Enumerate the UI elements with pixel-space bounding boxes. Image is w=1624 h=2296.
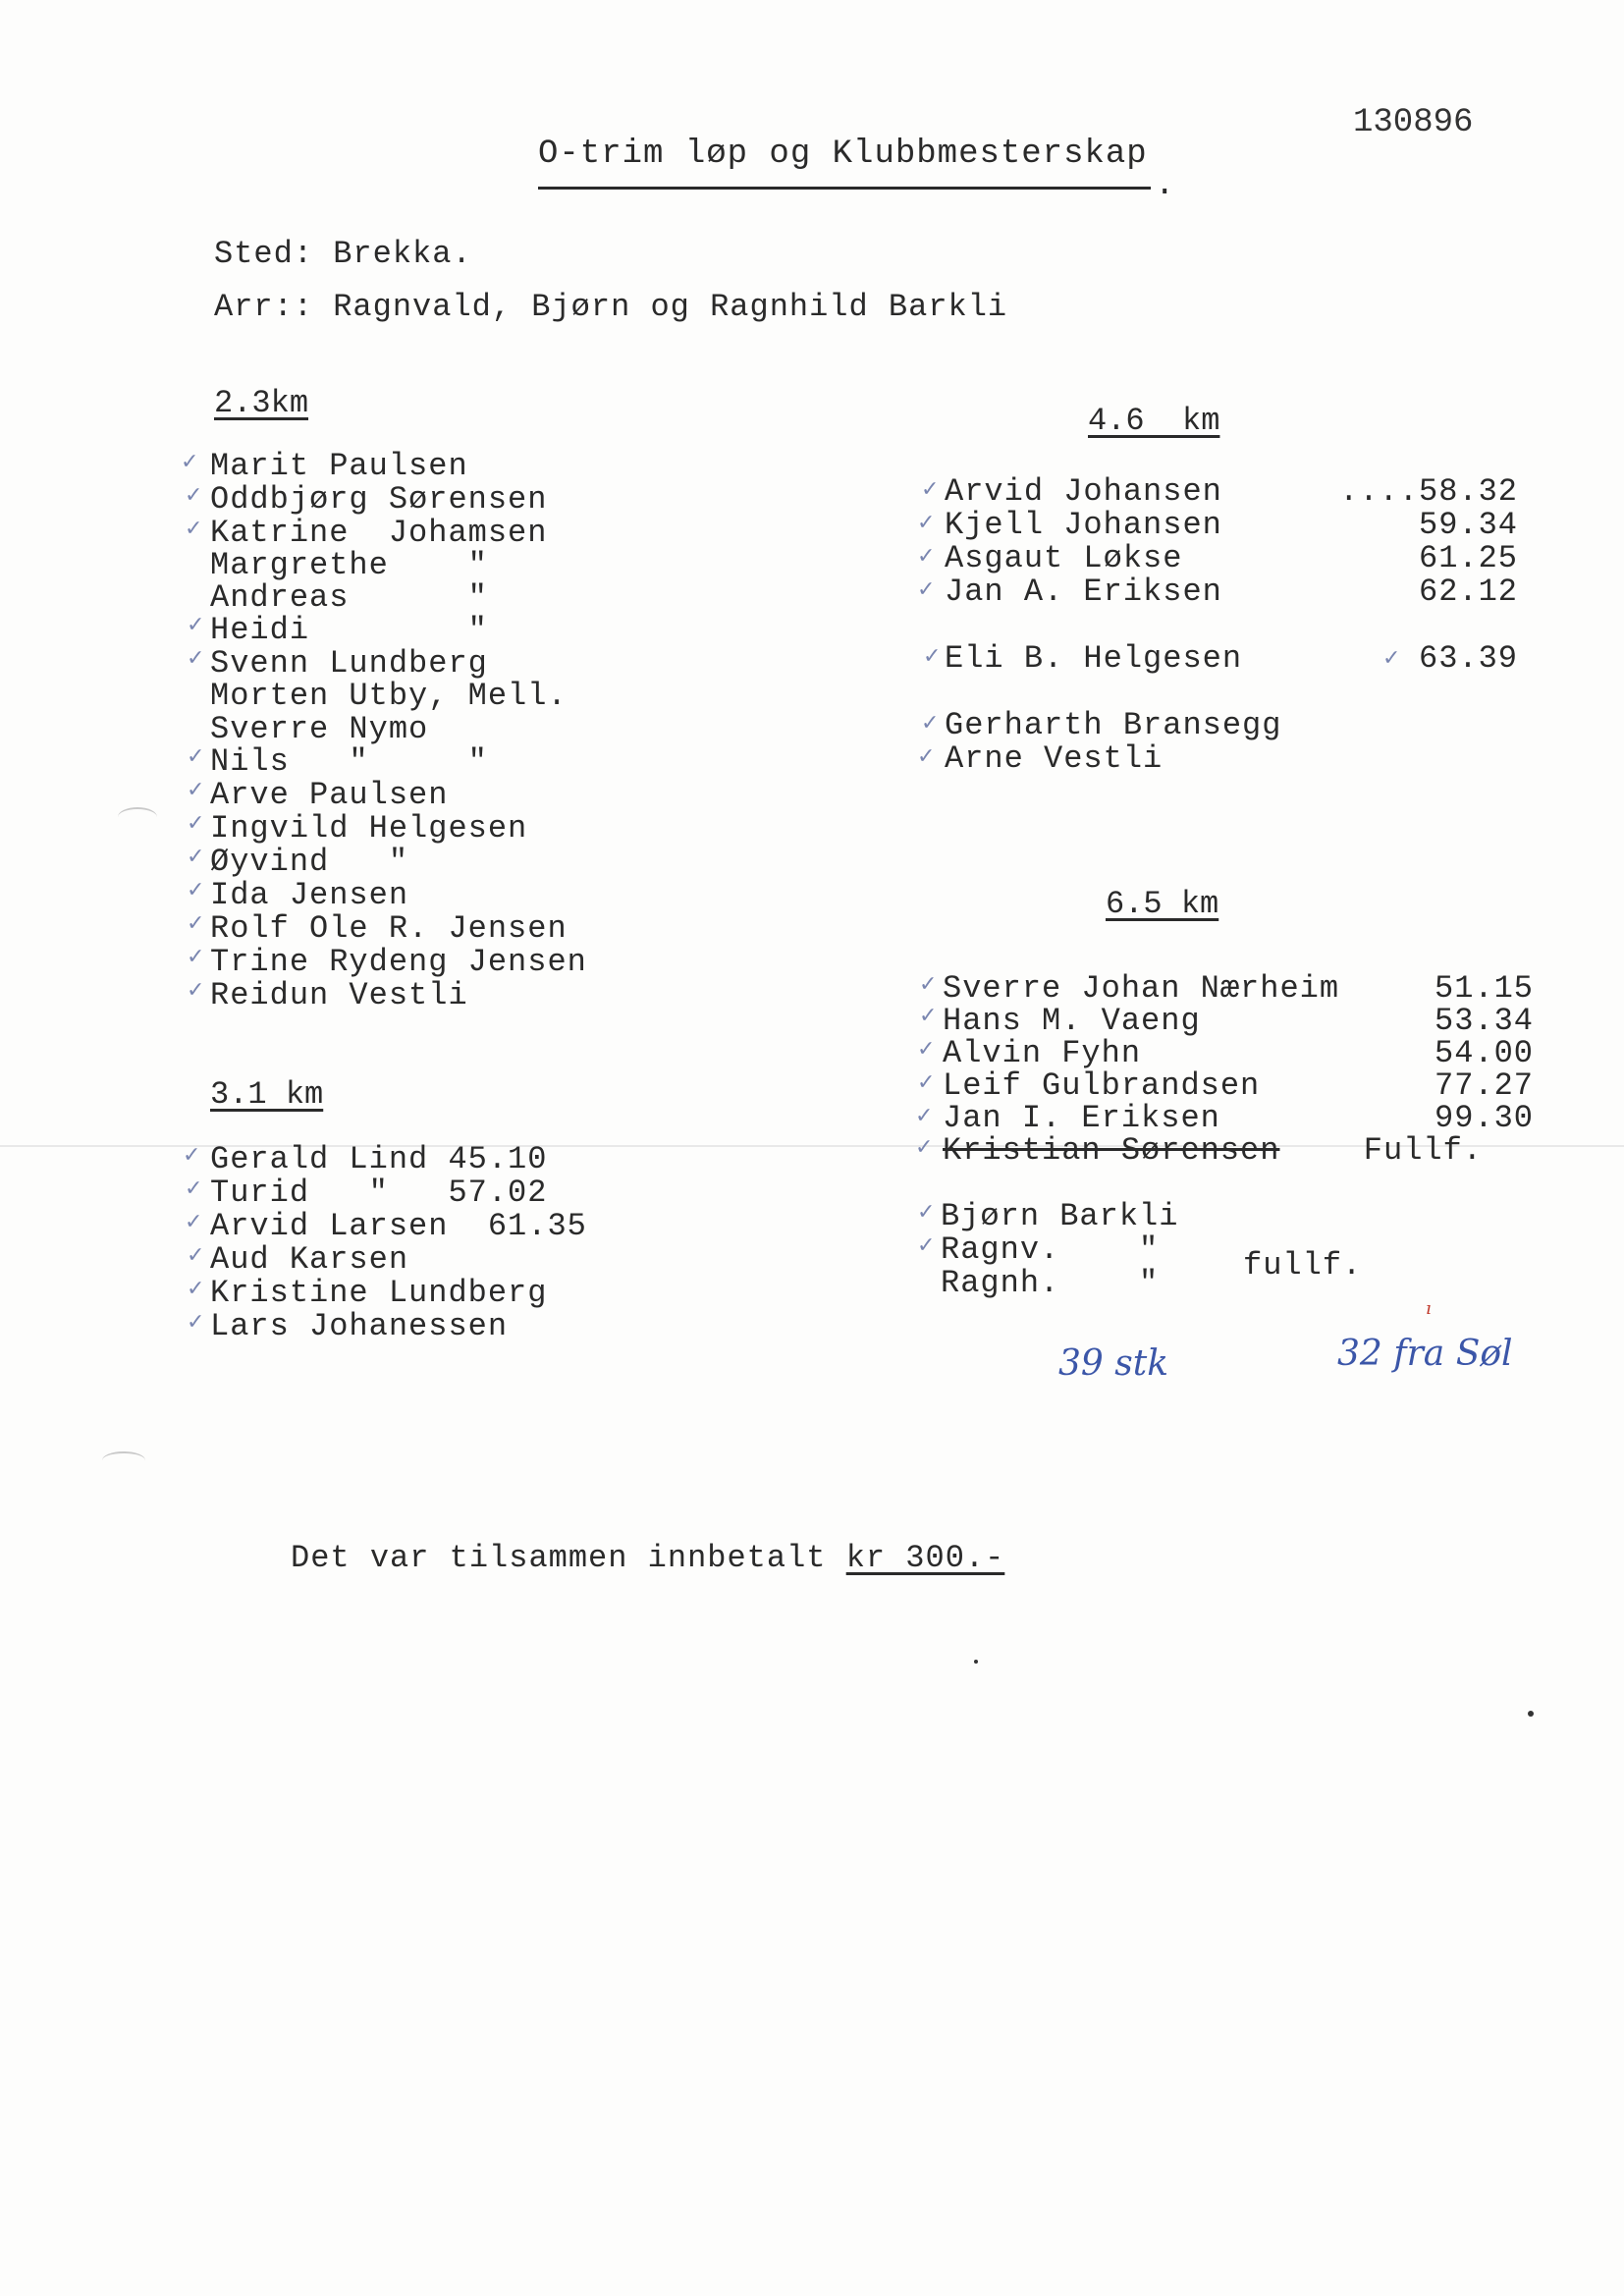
check-mark-icon: ✓ [187,878,205,902]
check-mark-icon: ✓ [187,1277,205,1301]
section-heading-3-1km: 3.1 km [210,1076,324,1113]
check-mark-icon: ✓ [917,1070,936,1095]
list-item: Ida Jensen [210,877,409,913]
handwritten-red-mark: ı [1426,1298,1432,1319]
scan-smudge [102,1451,145,1469]
title-dot: . [1155,167,1175,204]
list-item: Arvid Larsen 61.35 [210,1208,587,1244]
check-mark-icon: ✓ [919,972,938,997]
check-mark-icon: ✓ [187,845,205,869]
list-item: Lars Johanessen [210,1308,509,1344]
check-mark-icon: ✓ [187,1310,205,1335]
list-item: Ragnv. " [941,1231,1160,1268]
list-item: Trine Rydeng Jensen [210,944,587,980]
list-item: Katrine Johamsen [210,515,548,551]
check-mark-icon: ✓ [187,911,205,936]
list-item: Andreas " [210,579,488,616]
list-item: Heidi " [210,612,488,648]
check-mark-icon: ✓ [921,477,940,502]
check-mark-icon: ✓ [185,1176,203,1201]
result-time: 62.12 [1418,574,1518,610]
list-item: Ragnh. " [941,1265,1160,1301]
result-time: 59.34 [1418,507,1518,543]
result-time: 99.30 [1434,1100,1534,1136]
check-mark-icon: ✓ [187,744,205,769]
list-item: Svenn Lundberg [210,645,488,682]
list-item: Jan A. Eriksen [945,574,1222,610]
check-mark-icon: ✓ [181,450,199,474]
handwritten-note: 32 fra Søl [1337,1334,1513,1374]
check-mark-icon: ✓ [187,613,205,637]
check-mark-icon: ✓ [187,978,205,1003]
result-time: 54.00 [1434,1035,1534,1071]
list-item: Alvin Fyhn [943,1035,1142,1071]
check-mark-icon: ✓ [917,544,936,569]
list-item: Aud Karsen [210,1241,409,1278]
check-mark-icon: ✓ [915,1104,934,1128]
page-title: O-trim løp og Klubbmesterskap [538,136,1148,173]
total-label: Det var tilsammen innbetalt [291,1540,846,1576]
result-time: 61.25 [1418,540,1518,576]
list-item: Gerald Lind 45.10 [210,1141,548,1177]
check-mark-icon: ✓ [187,646,205,671]
check-mark-icon: ✓ [917,1037,936,1062]
check-mark-icon: ✓ [917,577,936,602]
list-item: Hans M. Vaeng [943,1003,1201,1039]
list-item: Sverre Nymo [210,711,429,747]
result-status: Fullf. [1363,1132,1483,1169]
list-item: Rolf Ole R. Jensen [210,910,568,947]
list-item: Eli B. Helgesen [945,640,1243,677]
result-time: 51.15 [1434,970,1534,1007]
list-item: Arvid Johansen [945,473,1222,510]
ink-dot [974,1660,978,1664]
list-item: Nils " " [210,743,488,780]
check-mark-icon: ✓ [187,1243,205,1268]
list-item: Kristine Lundberg [210,1275,548,1311]
list-item: Margrethe " [210,547,488,583]
list-item: Reidun Vestli [210,977,468,1013]
section-heading-4-6km: 4.6 km [1088,403,1220,439]
list-item: Ingvild Helgesen [210,810,528,847]
list-item: Øyvind " [210,844,409,880]
list-item: Marit Paulsen [210,448,468,484]
check-mark-icon: ✓ [187,945,205,969]
list-item: Jan I. Eriksen [943,1100,1220,1136]
list-item: Oddbjørg Sørensen [210,481,548,518]
list-item: Bjørn Barkli [941,1198,1179,1234]
total-payment-line [291,1540,1004,1576]
list-item: Turid " 57.02 [210,1175,548,1211]
organizers-line: Arr:: Ragnvald, Bjørn og Ragnhild Barkli [214,289,1008,325]
check-mark-icon: ✓ [185,1210,203,1234]
list-item: Leif Gulbrandsen [943,1067,1261,1104]
scan-smudge [118,807,157,827]
list-item: Morten Utby, Mell. [210,678,568,714]
result-time: 63.39 [1418,640,1518,677]
check-mark-icon: ✓ [187,811,205,836]
title-underline [538,187,1151,190]
check-mark-icon: ✓ [187,778,205,802]
check-mark-icon: ✓ [919,1004,938,1028]
list-item: Gerharth Bransegg [945,707,1282,743]
check-mark-icon: ✓ [923,644,942,669]
check-mark-icon: ✓ [917,511,936,535]
check-mark-icon: ✓ [915,1135,934,1160]
list-item: Sverre Johan Nærheim [943,970,1340,1007]
result-time: 53.34 [1434,1003,1534,1039]
check-mark-icon: ✓ [917,1200,936,1225]
list-item: Arve Paulsen [210,777,449,813]
check-mark-icon: ✓ [917,744,936,769]
list-item: Kristian Sørensen [943,1132,1280,1169]
result-time: ....58.32 [1339,473,1518,510]
list-item: Kjell Johansen [945,507,1222,543]
location-line: Sted: Brekka. [214,236,472,272]
result-time: 77.27 [1434,1067,1534,1104]
check-mark-icon: ✓ [183,1143,201,1168]
check-mark-icon: ✓ [921,711,940,736]
check-mark-icon: ✓ [185,483,203,508]
check-mark-icon: ✓ [1382,646,1401,671]
total-amount: kr 300.- [845,1540,1005,1576]
ink-dot [1528,1711,1534,1717]
section-heading-6-5km: 6.5 km [1106,886,1219,922]
list-item: Asgaut Løkse [945,540,1183,576]
list-item: Arne Vestli [945,740,1164,777]
section-heading-2-3km: 2.3km [214,385,309,421]
check-mark-icon: ✓ [185,517,203,541]
handwritten-count: 39 stk [1058,1343,1169,1384]
document-id: 130896 [1353,104,1474,141]
check-mark-icon: ✓ [917,1233,936,1258]
result-status: fullf. [1243,1247,1363,1284]
